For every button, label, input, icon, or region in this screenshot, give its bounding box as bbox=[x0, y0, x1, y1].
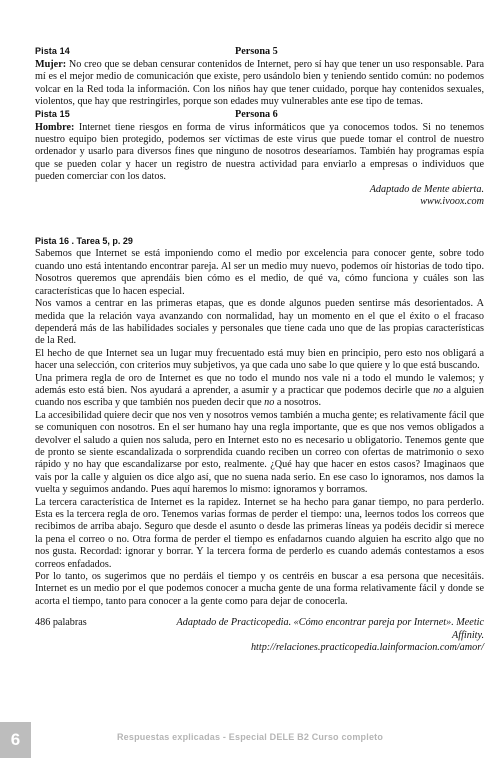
page-body bbox=[35, 46, 484, 654]
source-url: www.ivoox.com bbox=[420, 196, 484, 208]
emphasis: no bbox=[264, 397, 275, 409]
section-pista-15 bbox=[35, 109, 484, 209]
speaker-label: Hombre: bbox=[35, 121, 75, 133]
paragraph: El hecho de que Internet sea un lugar muy frecuentado está muy bien en principio, pero esto nos obligará a hacer una selección, con criterios muy subjetivos, ya que cada uno sabe lo que quiere y lo que está buscando. bbox=[35, 347, 484, 372]
persona-heading: Persona 5 bbox=[235, 46, 278, 57]
track-label: Pista 16 . Tarea 5, p. 29 bbox=[35, 236, 133, 247]
paragraph: La tercera característica de Internet es la rapidez. Internet se ha hecho para ganar tiempo, no para perderlo. Esta es la tercera regla de oro. Tenemos varias formas de perder el tiempo: una, leernos todos los correos que recibimos de arriba abajo. Seguro que desde el asunto o desde las primeras líneas ya podéis decidir si merece la pena el correo o no. Otra forma de perder el tiempo es enfadarnos cuando alguien ha escrito algo que no nos gusta. Recordad: ignorar y borrar. Y la tercera forma de perderlo es cuando además contestamos a esos correos enfadados. bbox=[35, 496, 484, 570]
transcript-paragraph bbox=[35, 122, 484, 184]
source-block bbox=[35, 617, 484, 654]
paragraph: La accesibilidad quiere decir que nos ven y nosotros vemos también a mucha gente; es relativamente fácil que se comuniquen con nosotros. En el ser humano hay una regla importante, que es que nos vemos obligados a devolver el saludo a quien nos saluda, pero en Internet esto no es necesario u obligatorio. Tenemos gente que de pronto se siente escandalizada o sorprendida cuando reciben un correo con ofertas de matrimonio o sexo rápido y no hay que escandalizarse por esto, realmente. ¿Qué hay que hacer en estos casos? Imaginaos que vais por la calle y alguien os dice algo así, que no suena nada serio. En ese caso lo ignoramos, nos damos la vuelta y seguimos andando. Pues aquí haremos lo mismo: ignoramos y borramos. bbox=[35, 409, 484, 496]
persona-heading: Persona 6 bbox=[235, 108, 278, 120]
paragraph: Por lo tanto, os sugerimos que no perdáis el tiempo y os centréis en buscar a esa persona que necesitáis. Internet es un medio por el que podemos conocer a mucha gente de una forma relativamente fácil y donde se acorta el tiempo, tanto para conocer a la gente como para dejar de conocerla. bbox=[35, 571, 484, 607]
word-count: 486 palabras bbox=[35, 617, 87, 629]
speaker-label: Mujer: bbox=[35, 59, 67, 70]
source-credit bbox=[146, 617, 484, 654]
text-span: a alguien cuando nos escriba y que también nos pueden decir que bbox=[35, 384, 484, 409]
section-pista-14 bbox=[35, 46, 484, 109]
track-label: Pista 14 bbox=[35, 46, 70, 56]
track-label: Pista 15 bbox=[35, 108, 70, 119]
section-pista-16 bbox=[35, 236, 484, 654]
footer-title: Respuestas explicadas - Especial DELE B2 Curso completo bbox=[116, 732, 384, 742]
page-number: 6 bbox=[0, 722, 31, 758]
transcript-paragraph bbox=[35, 59, 484, 109]
emphasis: no bbox=[433, 384, 444, 396]
text-span: a nosotros. bbox=[274, 397, 322, 409]
source-credit: Adaptado de Mente abierta. bbox=[369, 183, 484, 195]
paragraph bbox=[35, 373, 484, 410]
source-url: http://relaciones.practicopedia.lainformacion.com/amor/ bbox=[250, 642, 484, 654]
transcript-text: No creo que se deban censurar contenidos de Internet, pero sí hay que tener un uso responsable. Para mí es el mejor medio de comunicación que existe, pero usándolo bien y teniendo sentido común: no podemos volcar en la Red toda la información. Con los niños hay que tener cuidado, porque hay contenidos sexuales, violentos, que hay que restringirles, porque son edades muy vulnerables ante ese tipo de temas. bbox=[35, 59, 484, 108]
paragraph: Sabemos que Internet se está imponiendo como el medio por excelencia para conocer gente, sobre todo cuando uno está intentando encontrar pareja. Al ser un medio muy nuevo, podemos oír historias de todo tipo. Nosotros queremos que aprendáis bien cómo es el medio, de qué va, cómo funciona y cuáles son las características que lo hacen especial. bbox=[35, 248, 484, 297]
transcript-text: Internet tiene riesgos en forma de virus informáticos que ya conocemos todos. Si no tenemos nuestro equipo bien protegido, podemos ser víctimas de este virus que puede tomar el control de nuestro ordenador y usarlo para diversos fines que ninguno de nosotros desearíamos. También hay programas espía que se pueden colar y hacer un registro de nuestra actividad para enviarlo a empresas o individuos que pueden comerciar con los datos. bbox=[35, 121, 484, 183]
text-span: Una primera regla de oro de Internet es que no todo el mundo nos vale ni a todo el mundo le valemos; y además esto está bien. Nos ayudará a aprender, a asumir y a practicar que podemos decirle que bbox=[35, 372, 484, 396]
source-title: Adaptado de Practicopedia. «Cómo encontrar pareja por Internet». Meetic Affinity. bbox=[176, 617, 484, 641]
paragraph: Nos vamos a centrar en las primeras etapas, que es donde algunos pueden sentirse más desorientados. A medida que la relación vaya avanzando con normalidad, hay un momento en el que el éxito o el fracaso dependerá más de las habilidades sociales y personales que tiene cada uno que de las propias características de la Red. bbox=[35, 298, 484, 347]
